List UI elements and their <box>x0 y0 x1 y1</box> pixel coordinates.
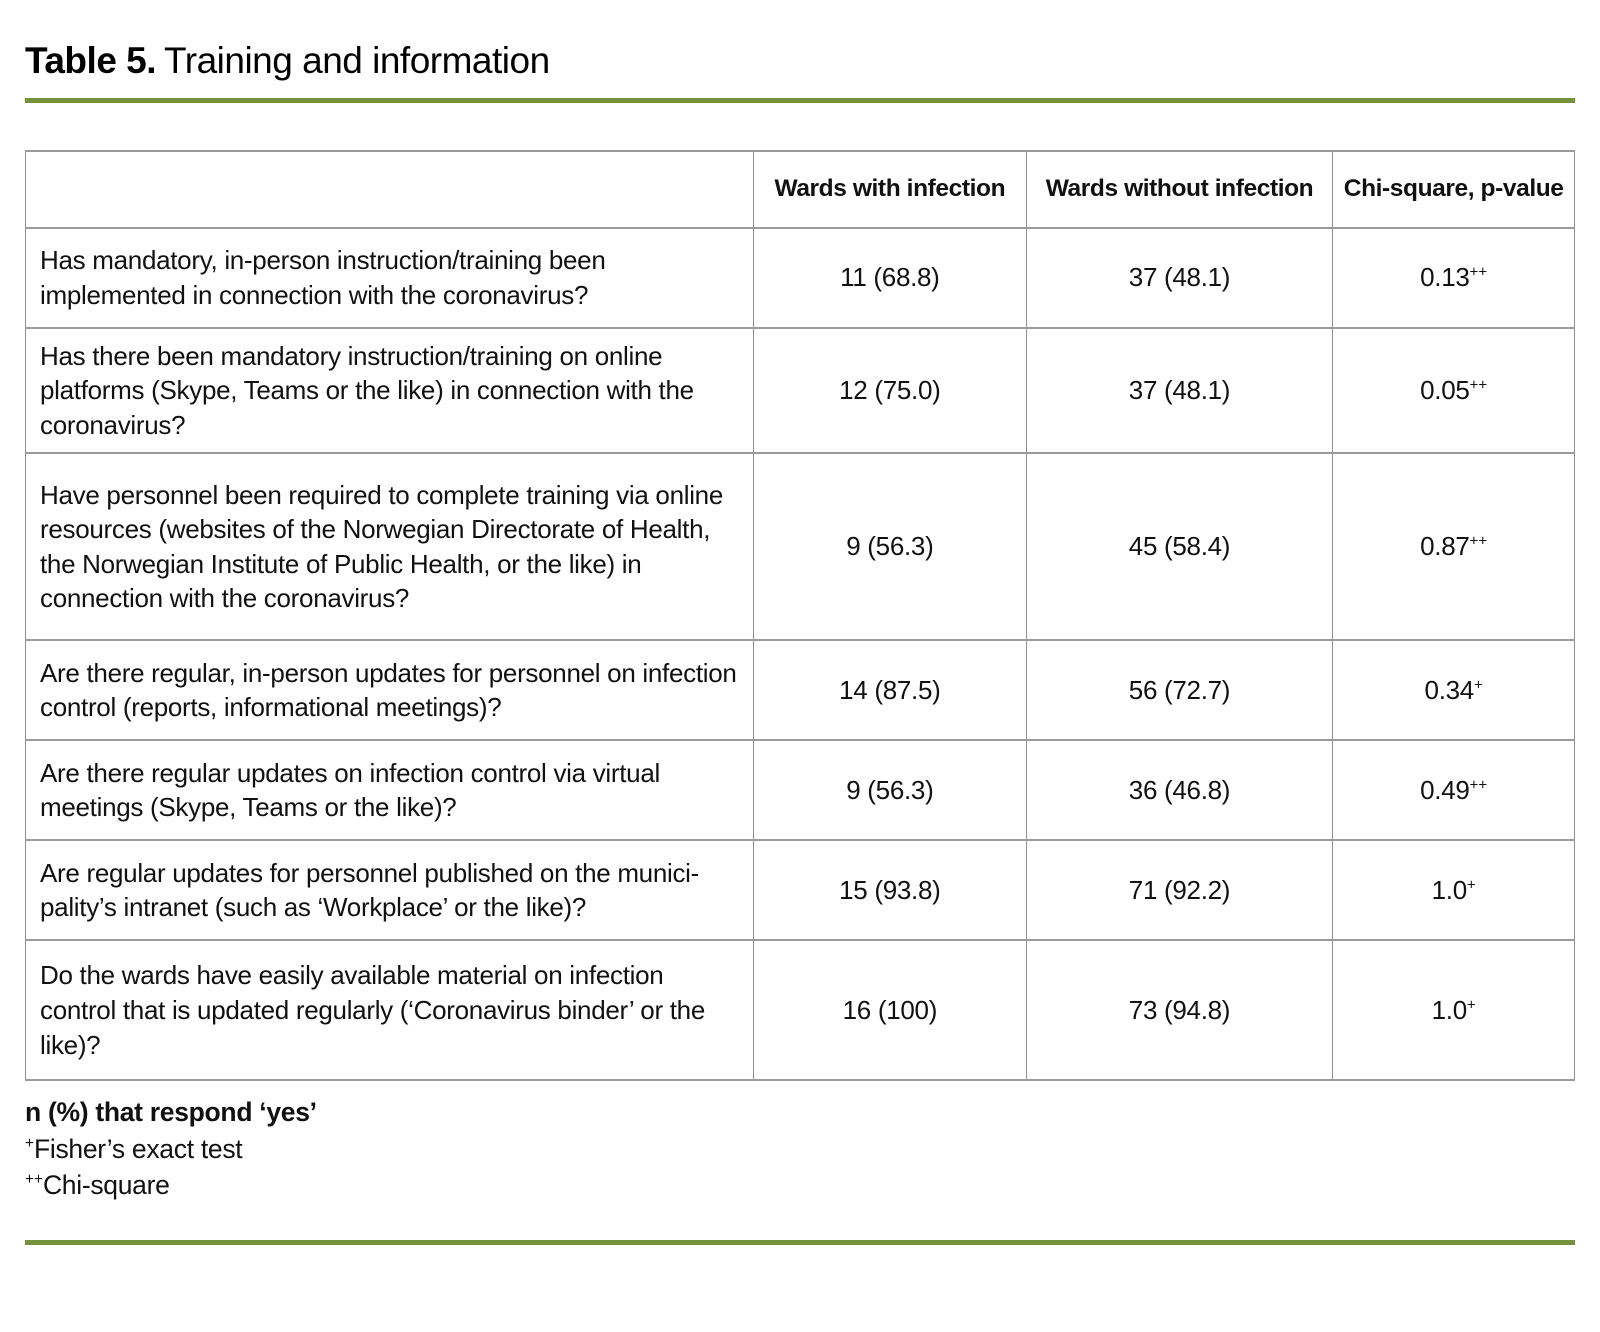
p-value-cell <box>1333 228 1575 328</box>
bottom-divider-rule <box>25 1240 1575 1245</box>
without-infection-cell: 71 (92.2) <box>1026 840 1333 940</box>
question-cell: Are there regular, in-person updates for personnel on infection control (reports, informational meetings)? <box>26 640 754 740</box>
with-infection-cell: 16 (100) <box>754 940 1027 1080</box>
without-infection-cell: 73 (94.8) <box>1026 940 1333 1080</box>
p-value: 0.34 <box>1424 674 1474 705</box>
table-title-label: Table 5. <box>25 40 157 81</box>
p-value: 0.49 <box>1420 774 1470 805</box>
chi-square-superscript: ++ <box>25 1171 43 1189</box>
table-row <box>26 328 1575 454</box>
header-row <box>26 151 1575 228</box>
table-row <box>26 740 1575 840</box>
fisher-text: Fisher’s exact test <box>33 1133 243 1164</box>
table-row <box>26 940 1575 1080</box>
p-value-cell <box>1333 328 1575 454</box>
with-infection-cell: 9 (56.3) <box>754 453 1027 640</box>
p-value-cell <box>1333 453 1575 640</box>
with-infection-cell: 9 (56.3) <box>754 740 1027 840</box>
table-title-text: Training and information <box>164 40 550 81</box>
p-value: 0.13 <box>1420 262 1470 293</box>
p-value: 1.0 <box>1431 874 1467 905</box>
p-value-superscript: ++ <box>1469 263 1488 281</box>
footnotes <box>25 1094 1575 1204</box>
question-cell: Has there been mandatory instruction/training on online platforms (Skype, Teams or the like) in connection with the coronavirus? <box>26 328 754 454</box>
question-cell: Are there regular updates on infection control via virtual meetings (Skype, Teams or the like)? <box>26 740 754 840</box>
without-infection-cell: 36 (46.8) <box>1026 740 1333 840</box>
footnote-fisher <box>25 1131 1575 1168</box>
p-value-cell <box>1333 840 1575 940</box>
chi-square-text: Chi-square <box>42 1170 170 1201</box>
p-value-superscript: + <box>1466 996 1476 1014</box>
header-wards-with-infection: Wards with infection <box>754 151 1027 228</box>
table-row <box>26 453 1575 640</box>
p-value: 0.87 <box>1420 531 1470 562</box>
question-cell: Have personnel been required to complete training via online resources (websites of the Norwegian Directorate of Health, the Norwegian Institute of Public Health, or the like) in connection with the coronavirus? <box>26 453 754 640</box>
without-infection-cell: 37 (48.1) <box>1026 328 1333 454</box>
p-value-cell <box>1333 640 1575 740</box>
question-cell: Has mandatory, in-person instruction/training been implemented in connection with the coronavirus? <box>26 228 754 328</box>
p-value-superscript: + <box>1473 676 1483 694</box>
with-infection-cell: 14 (87.5) <box>754 640 1027 740</box>
with-infection-cell: 15 (93.8) <box>754 840 1027 940</box>
table-title <box>25 40 1575 83</box>
p-value: 1.0 <box>1431 994 1467 1025</box>
footnote-chi-square <box>25 1167 1575 1204</box>
header-question-column <box>26 151 754 228</box>
header-chi-square-p-value: Chi-square, p-value <box>1333 151 1575 228</box>
p-value-cell <box>1333 740 1575 840</box>
p-value-superscript: + <box>1466 876 1476 894</box>
p-value-cell <box>1333 940 1575 1080</box>
page <box>0 40 1600 1332</box>
fisher-superscript: + <box>25 1135 34 1153</box>
with-infection-cell: 12 (75.0) <box>754 328 1027 454</box>
without-infection-cell: 56 (72.7) <box>1026 640 1333 740</box>
p-value-superscript: ++ <box>1469 376 1488 394</box>
p-value-superscript: ++ <box>1469 776 1488 794</box>
top-divider-rule <box>25 98 1575 103</box>
footnote-legend: n (%) that respond ‘yes’ <box>25 1097 317 1128</box>
question-cell: Do the wards have easily available material on infection control that is updated regularly (‘Coronavirus binder’ or the like)? <box>26 940 754 1080</box>
p-value-superscript: ++ <box>1469 532 1488 550</box>
table-row <box>26 840 1575 940</box>
training-information-table <box>25 150 1575 1082</box>
header-wards-without-infection: Wards without infection <box>1026 151 1333 228</box>
question-cell: Are regular updates for personnel published on the munici-pality’s intranet (such as ‘Workplace’ or the like)? <box>26 840 754 940</box>
without-infection-cell: 37 (48.1) <box>1026 228 1333 328</box>
without-infection-cell: 45 (58.4) <box>1026 453 1333 640</box>
table-row <box>26 228 1575 328</box>
table-row <box>26 640 1575 740</box>
with-infection-cell: 11 (68.8) <box>754 228 1027 328</box>
p-value: 0.05 <box>1420 375 1470 406</box>
